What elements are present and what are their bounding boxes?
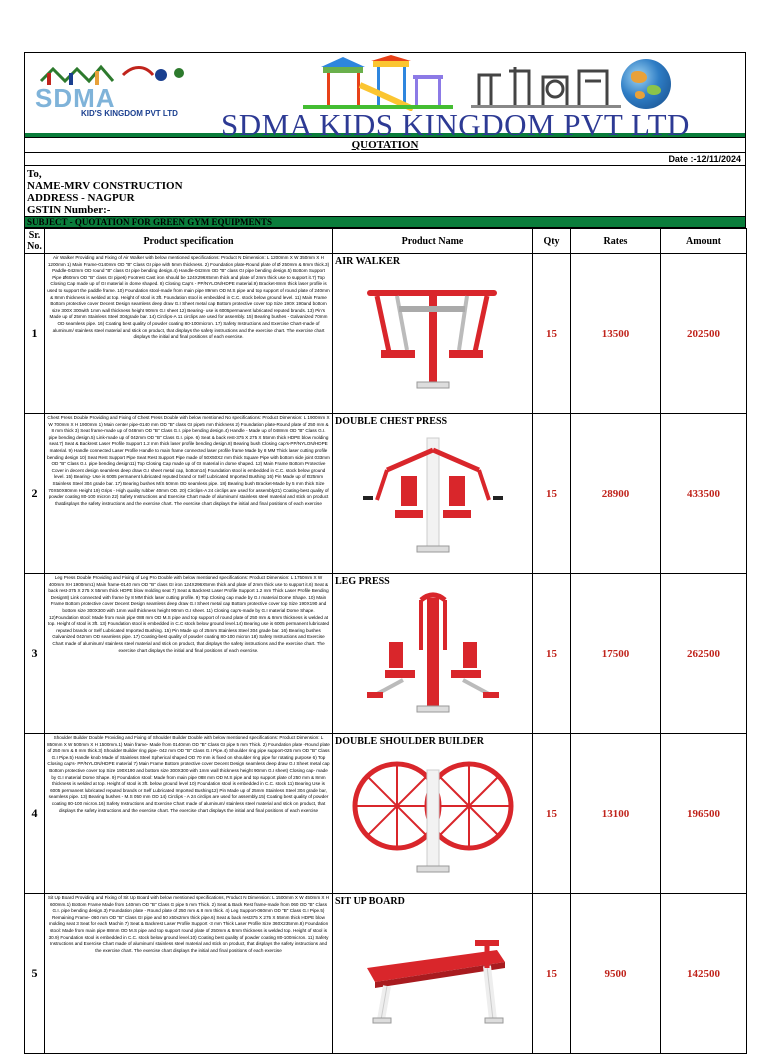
row-spec: Chest Press Double Providing and Fixing of Chest Press Double with below mentioned No specifications: Product Dimension: L 1900mm X W 700mm X H 1900mm 1) Main center pipe-0140 mm OD "B" class GI pipe5 mm thickness 2) Foundation plate-Round plate of 250 mm & 8 mm thick 3) Seat frame-made up of 048mm OD "B" Class G.I. pipe bending design.4) Handle - Made up of 048mm OD "B" Class G.I. pipe bending design.5) Link-made up of 042mm OD "B" Class G.I. pipe. 6) Seat & back rest-375 X 275 X 55mm thick HDPE blow molding seat.7) Seat & Backrest Laser Profile Support 1.2 mm thick laser profile bending design.8) Bearing bush Closing cap's-PP/NYLON/HDPE material. 9) Handle connected Laser Profile Handle to main frame connected laser profile frame Made by 8 MM Thick laser cutting profile bending design 10) Seat Rest Support Pipe Seat Rest Support Pipe made of 50X50X2 mm thick Square Pipe with bottom side joint 033mm OD "B" Class G.I. pipe bending design11) Top Closing Cap made up of GI material in dome shaped. 12) Main Frame Bottom Protective Cover in decent design seamless deep draw G.I sheet metal cap, bottom14) Foundation stool is embedded in C.C. stock below ground level. 15) Bearing- Use is 6005 permanent lubricated reputed brand or Self Lubricated Imported Bushing 16) Pin Made up of Ð25mm Stainless Steel 304 grade bar. 17) Bearing bushes M/S 50mm OD seamless pipe. 18) Bearing bush Bracket-Made by 5 mm thick Size 70X50X80mm Height 19) Grips - High quality rubber 40mm OD. 20) Circlips-A 24 circlips are used for assembly21) Coating-best quality of powder coating 80-100 micron 22) Safety Instructions and Exercise Chart made of aluminum/ stainless steel material and stick on product thatdisplays the safety instructions and the exercise chart. The exercise chart displays the initial and final positions of each exercise — [45, 414, 333, 574]
column-header-rates: Rates — [571, 229, 661, 254]
row-amount: 433500 — [661, 414, 747, 574]
double-chest-press-image — [337, 430, 527, 554]
row-sr: 3 — [25, 574, 45, 734]
column-header-spec: Product specification — [45, 229, 333, 254]
air-walker-image — [337, 270, 527, 394]
row-qty: 15 — [533, 894, 571, 1054]
sit-up-board-image — [337, 910, 527, 1034]
globe-illustration — [621, 59, 671, 109]
recipient-name: NAME-MRV CONSTRUCTION — [27, 180, 183, 192]
playground-illustration — [303, 55, 453, 111]
column-header-amount: Amount — [661, 229, 747, 254]
table-row — [25, 414, 747, 574]
leg-press-image — [337, 590, 527, 714]
row-product — [333, 894, 533, 1054]
recipient-gstin: GSTIN Number:- — [27, 204, 111, 216]
quotation-table — [24, 228, 747, 1054]
row-rate: 17500 — [571, 574, 661, 734]
row-sr: 1 — [25, 254, 45, 414]
company-name: SDMA KIDS KINGDOM PVT LTD — [221, 107, 690, 142]
quotation-subject: SUBJECT - QUOTATION FOR GREEN GYM EQUIPMENTS — [24, 217, 746, 228]
row-product — [333, 734, 533, 894]
recipient-address: ADDRESS - NAGPUR — [27, 192, 135, 204]
logo-brand: SDMA — [35, 83, 116, 113]
product-name: AIR WALKER — [335, 256, 401, 267]
row-qty: 15 — [533, 574, 571, 734]
row-qty: 15 — [533, 734, 571, 894]
gym-equipment-illustration — [471, 61, 621, 109]
row-qty: 15 — [533, 254, 571, 414]
column-header-name: Product Name — [333, 229, 533, 254]
row-product — [333, 414, 533, 574]
logo-tagline: KID'S KINGDOM PVT LTD — [81, 109, 178, 118]
row-amount: 196500 — [661, 734, 747, 894]
table-row — [25, 734, 747, 894]
letterhead — [24, 52, 746, 142]
row-spec: Sit Up Board Providing and Fixing of Sit Up Board with below mentioned specifications, Product N Dimension: L 1500mm X W 450mm X H 600mm.1) Bottom Frame Made from 140mm OD "B" Class G pipe 5 mm Thick. 2) Seat & Back Rest frame-made from 060 OD "B" Class G.I. pipe bending design.3) Foundation plate - Round plate of 250 mm & 8 mm thick. 4) Leg Support-060mm OD "B" Class G.I Pipe.5) Remaining Frame- 060 mm OD "B" Class GI pipe and 50 x50x2mm thick pipe.6) Seat & back rest375 X 275 X 55mm thick HDPE blow molding seat 3 Seat for each Machin 7) Seat & Backrest Laser Profile Support -3 mm Thick Laser Profile Size 360X235mm.8) Foundation stool: Made from main pipe 88mm OD M.S pipe and top support round plate of 250mm & 8mm thickness is welded top. Height of stool is 30.9) Foundation stool is embedded in C.C. stock below ground level.10) Coating best quality of powder coating 80-100micron. 11) Safety Instructions and Exercise Chart made of aluminum/ stainless steel material and stick on product, that displays the safety instructions and the exercise chart. The exercise chart displays the initial and final positions of each exercise — [45, 894, 333, 1054]
row-sr: 2 — [25, 414, 45, 574]
row-amount: 202500 — [661, 254, 747, 414]
recipient-to-label: To, — [27, 168, 42, 180]
quotation-date: Date :-12/11/2024 — [24, 153, 746, 166]
product-name: DOUBLE SHOULDER BUILDER — [335, 736, 484, 747]
row-product — [333, 574, 533, 734]
row-amount: 142500 — [661, 894, 747, 1054]
row-sr: 5 — [25, 894, 45, 1054]
row-spec: Leg Press Double Providing and Fixing of Leg Pro Double with below mentioned specifications: Product Dimension: L 1750mm X W 400mm XH 1900mm1) Main frame-0140 mm OD "B" class GI iron 124X296X5mm thick and plate of 2mm thick use to support it.6) Seat & back rest-375 X 275 X 55mm thick HDPE blow molding seat 7) Seat & Backrest Laser Profile Support 1.2 mm Thick Laser Profile Bending Design8) Link connected with frame by 8 MM thick laser cutting profile. 9) Top Closing cap made by G.I material Dome Shape. 10) Main Frame Bottom protective cover Decent Design seamless deep draw G.I Sheet metal cap Bottom protective cover top Size 190X190 and bottom size 300X300 with 1mm wall thickness height 90mm G.I sheet. 11) Closing cap's-made by G.I material Dome Shape. 12)Foundation stool: Made from main pipe 088 mm OD M.S pipe and top support of round plate of 250 mm & 8mm thickness is welded at top. Height of stool is 3ft. 13) Foundation stool is embedded in C.C stock below ground level.14) Bearing use is 6005 permanent lubricated reputed brands or Self Lubricated Imported Bushing. 15) Pin Made up of 25mm Stainless Steel 304 grade bar. 16) Bearing bushes Galvanized 042mm OD seamless pipe. 17) Coating-best quality of powder coating 80-100 micron 18) Safety Instructions and Exercise Chart made of aluminum/ stainless steel material and stick on product, that displays the safety instructions and the exercise chart. The exercise chart displays the initial and final positions of each exercise. — [45, 574, 333, 734]
row-rate: 13500 — [571, 254, 661, 414]
column-header-sr: Sr. No. — [25, 229, 45, 254]
row-sr: 4 — [25, 734, 45, 894]
row-spec: Air Walker Providing and Fixing of Air Walker with below mentioned specifications: Product N Dimension: L 1200mm X W 350mm X H 1200mm 1) Main Frame-0140mm OD "B" Class GI pipe with 5mm thickness. 2) Foundation plate-Round plate of Ø 250mm & 8mm thick.3) Paddle-042mm OD round "B" class GI pipe bending design.4) Handle-042mm OD "B" class GI pipe bending design.5) Bottom Support Pipe Ø60mm OD "B" class GI pipe6) Footrest Cast iron should be 124X296X5mm thick and plate of 2mm thick use to support it.7) Top Closing Cap made up of GI material in dome shaped. 8) Closing Cap's - PP/NYLON/HDPE material.9) Bracket-8mm thick laser profile is used to support the paddle frame. 10) Foundation stool-made from main pipe 89mm OD M.S pipe and top support of round plate of 240mm & 8mm thickness is welded at top. Height of stool is 3ft. Foundation stool is embedded in C.C. stock below ground level. 11) Main Frame Bottom protective cover Decent Design seamless deep draw G.I Sheet metal cap Bottom protective cover top Size 190X 190and bottom size 300X 300with 1mm wall thickness height 90mm G.I sheet 12) Bearing- use is 6005permanent lubricated reputed brands. 13) Pin's Made up of 25mm Stainless Steel 304grade bar. 14) Circlips-A 11 circlips are used for assembly. 15) Bearing bushes - Galvanized 70mm OD seamless pipe. 16) Coating best quality of powder coating 80-100micron. 17) Safety Instructions and Exercise Chart-made of aluminum/ stainless steel material and stick on product, that displays the safety instructions and the exercise chart. The exercise chart displays the initial and final positions of each exercise. — [45, 254, 333, 414]
row-product — [333, 254, 533, 414]
product-name: LEG PRESS — [335, 576, 390, 587]
table-row — [25, 894, 747, 1054]
row-rate: 28900 — [571, 414, 661, 574]
quotation-sheet — [24, 52, 746, 1054]
row-rate: 9500 — [571, 894, 661, 1054]
table-row — [25, 574, 747, 734]
row-amount: 262500 — [661, 574, 747, 734]
product-name: DOUBLE CHEST PRESS — [335, 416, 448, 427]
table-row — [25, 254, 747, 414]
product-name: SIT UP BOARD — [335, 896, 405, 907]
double-shoulder-builder-image — [337, 750, 527, 874]
row-spec: Shoulder Builder Double Providing and Fixing of Shoulder Builder Double with below mentioned specifications: Product Dimension: L 850mm X W 500mm X H 1500mm.1) Main frame- Made from 0140mm OD "B" Class GI pipe 5 mm Thick. 2) Foundation plate -Round plate of 250 mm & 8 mm thick.3) Shoulder Builder ring pipe- 042 mm OD "B" Class G.I Pipe.4) Shoulder ring pipe support-025 mm OD "B" Class G.I Pipe.5) Handle knob Made of Stainless Steel Spherical shaped OD 70 mm is fixed on shoulder ring pipe for rotating purpose 6) Top Closing cap's- PP/NYLON/HDPE material 7) Main Frame Bottom protective cover Decent Design seamless deep draw G.I Sheet metal cap Bottom protective cover top Size 190X190 and bottom size 300X300 with 1mm wall thickness height 90mm G.I sheet) Closing cap- made by G.I material Dome Shape. 9) Foundation stool: Made from main pipe 088 mm OD M.S pipe and top support plate of 250 mm & 8mm thickness is welded at top. Height of stool is 3ft. below ground level 10) Foundation stool is embedded in C.C. stock 11) Bearing Use is 6005 permanent lubricated reputed brands or Self Lubricated Imported Bushing12) Pin Made up of 25mm Stainless Steel 304 grade bar, seamless pipe. 13) Bearing bushes - M.S 050 mm OD 14) Circlips - A 24 circlips are used for assembly.15) Coating best quality of powder coating 80-100 micron.16) Safety Instructions and Exercise Chart made of aluminum/ stainless steel material and stick on product, that displays the safety instructions and the exercise chart. The exercise chart displays the initial and final positions of each exercise — [45, 734, 333, 894]
table-header-row — [25, 229, 747, 254]
column-header-qty: Qty — [533, 229, 571, 254]
row-rate: 13100 — [571, 734, 661, 894]
recipient-block — [24, 166, 746, 217]
row-qty: 15 — [533, 414, 571, 574]
document-title: QUOTATION — [24, 137, 746, 153]
